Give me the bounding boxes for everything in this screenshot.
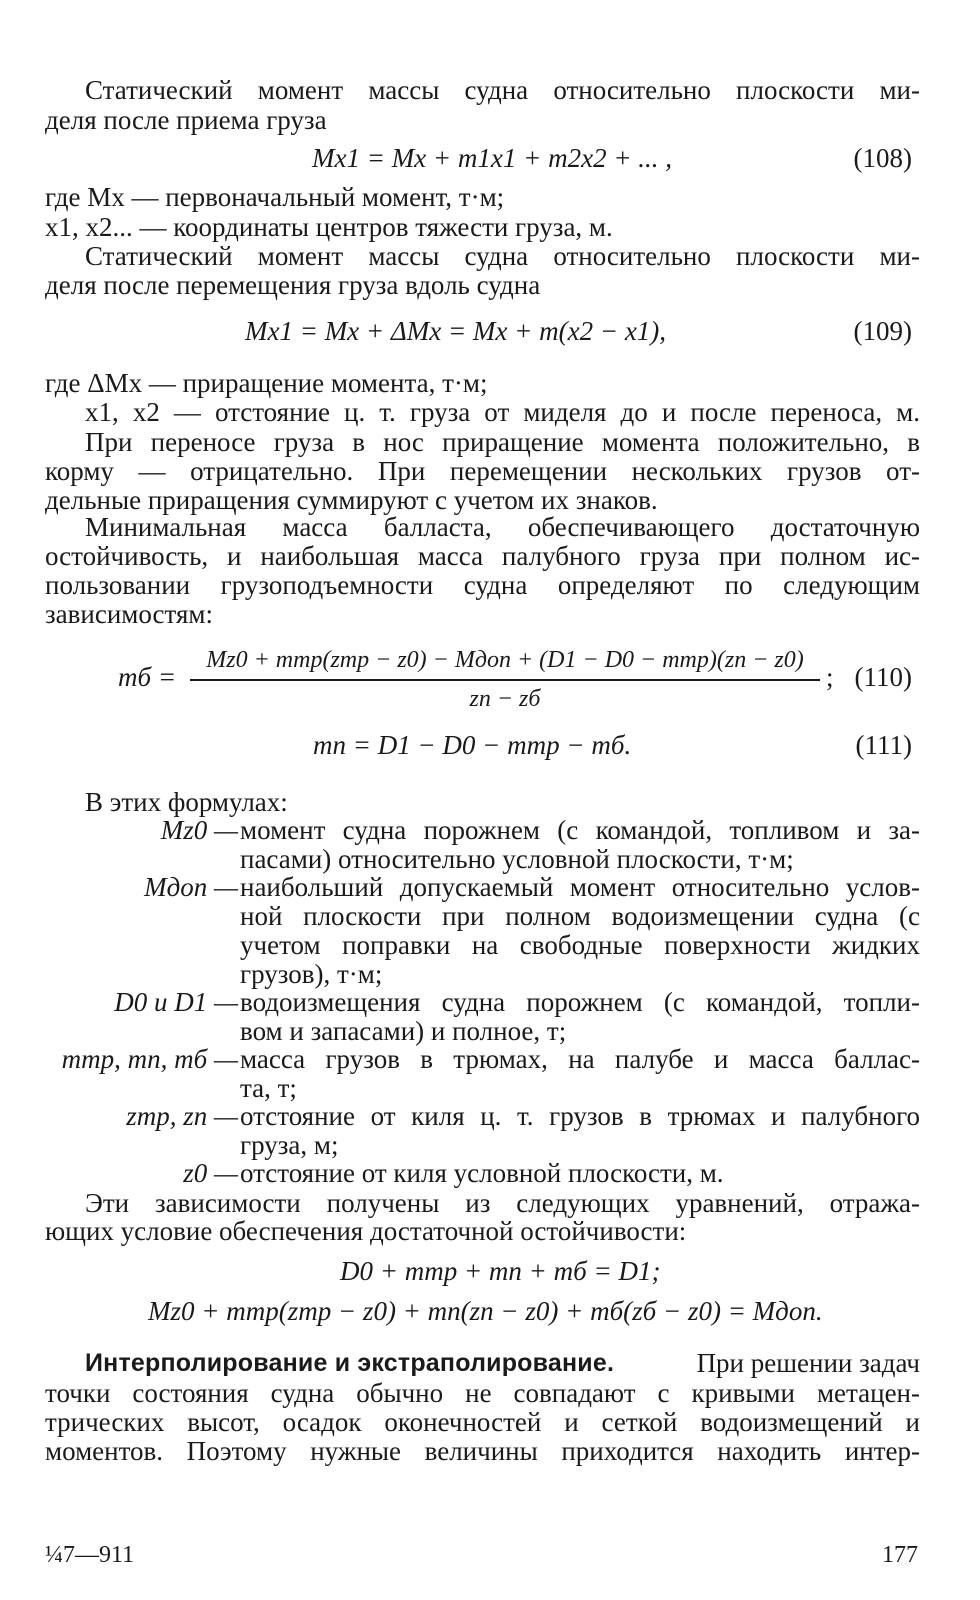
equation-108: Mx1 = Mx + m1x1 + m2x2 + ... , xyxy=(312,143,673,173)
equation-111: mп = D1 − D0 − mтр − mб. xyxy=(313,730,632,760)
para2-line2: деля после перемещения груза вдоль судна xyxy=(45,270,541,300)
where108-line2: x1, x2... — координаты центров тяжести груза, м. xyxy=(45,212,613,242)
para1-line2: деля после приема груза xyxy=(45,105,327,135)
para2-line1: Статический момент массы судна относительно плоскости ми- xyxy=(85,241,920,271)
def-term-masses: mтр, mп, mб — xyxy=(61,1044,238,1074)
para4-line1: Минимальная масса балласта, обеспечивающего достаточную xyxy=(85,512,920,542)
def-text: масса грузов в трюмах, на палубе и масса баллас- xyxy=(240,1044,920,1074)
para4-line4: зависимостям: xyxy=(45,599,213,629)
def-text: груза, м; xyxy=(240,1130,339,1160)
defs-intro: В этих формулах: xyxy=(85,787,288,817)
equation-balance-2: Mz0 + mтр(zтр − z0) + mп(zп − z0) + mб(zб − z0) = Mдоп. xyxy=(148,1296,823,1326)
equation-110-numerator: Mz0 + mтр(zтр − z0) − Mдоп + (D1 − D0 − mтр)(zп − z0) xyxy=(206,647,804,673)
equation-109-number: (109) xyxy=(853,316,912,346)
def-text: грузов), т·м; xyxy=(240,959,383,989)
equation-109: Mx1 = Mx + ΔMx = Mx + m(x2 − x1), xyxy=(245,316,667,346)
def-text: учетом поправки на свободные поверхности жидких xyxy=(240,930,920,960)
equation-111-number: (111) xyxy=(855,730,912,760)
def-text: ной плоскости при полном водоизмещении судна (с xyxy=(240,901,920,931)
def-text: отстояние от киля ц. т. грузов в трюмах и палубного xyxy=(240,1101,920,1131)
para5-line1: Эти зависимости получены из следующих уравнений, отража- xyxy=(85,1188,920,1218)
def-text: вом и запасами) и полное, т; xyxy=(240,1016,567,1046)
equation-108-number: (108) xyxy=(853,143,912,173)
def-term-d0-d1: D0 и D1 — xyxy=(114,987,238,1017)
def-text: наибольший допускаемый момент относительно услов- xyxy=(240,872,920,902)
def-text: водоизмещения судна порожнем (с командой, топли- xyxy=(240,987,920,1017)
def-text: пасами) относительно условной плоскости, т·м; xyxy=(240,844,794,874)
equation-balance-1: D0 + mтр + mп + mб = D1; xyxy=(340,1256,661,1286)
section-heading: Интерполирование и экстраполирование. xyxy=(85,1349,615,1377)
def-term-z0: z0 — xyxy=(183,1158,238,1188)
para6-line3: трических высот, осадок оконечностей и сеткой водоизмещений и xyxy=(45,1407,920,1437)
def-term-mdop: Mдоп — xyxy=(144,872,238,902)
para6-line1 xyxy=(85,1348,920,1378)
equation-110-denominator: zп − zб xyxy=(469,686,541,712)
where109-line2: x1, x2 — отстояние ц. т. груза от миделя до и после переноса, м. xyxy=(85,397,920,427)
where109-line1: где ΔMx — приращение момента, т·м; xyxy=(45,368,488,398)
para3-line3: дельные приращения суммируют с учетом их знаков. xyxy=(45,485,658,515)
def-term-ztr-zp: zтр, zп — xyxy=(126,1101,238,1131)
para5-line2: ющих условие обеспечения достаточной остойчивости: xyxy=(45,1216,687,1246)
def-text: момент судна порожнем (с командой, топливом и за- xyxy=(240,815,920,845)
equation-110-semicolon: ; xyxy=(826,662,834,692)
para6-line2: точки состояния судна обычно не совпадают с кривыми метацен- xyxy=(45,1378,920,1408)
def-text: та, т; xyxy=(240,1073,297,1103)
equation-110-fraction-bar xyxy=(190,679,820,681)
def-text: отстояние от киля условной плоскости, м. xyxy=(240,1158,724,1188)
para4-line3: пользовании грузоподъемности судна определяют по следующим xyxy=(45,570,920,600)
para4-line2: остойчивость, и наибольшая масса палубного груза при полном ис- xyxy=(45,541,920,571)
equation-110-number: (110) xyxy=(854,662,912,692)
para6-line1-rest: При решении задач xyxy=(696,1348,920,1378)
para6-line4: моментов. Поэтому нужные величины приходится находить интер- xyxy=(45,1436,920,1466)
equation-110-lhs: mб = xyxy=(118,662,177,692)
printer-signature: ¼7—911 xyxy=(45,1542,135,1568)
para1-line1: Статический момент массы судна относительно плоскости ми- xyxy=(85,75,920,105)
para3-line2: корму — отрицательно. При перемещении нескольких грузов от- xyxy=(45,456,920,486)
page-number: 177 xyxy=(882,1542,918,1568)
def-term-mz0: Mz0 — xyxy=(160,815,238,845)
where108-line1: где Mx — первоначальный момент, т·м; xyxy=(45,182,505,212)
para3-line1: При переносе груза в нос приращение момента положительно, в xyxy=(85,427,920,457)
